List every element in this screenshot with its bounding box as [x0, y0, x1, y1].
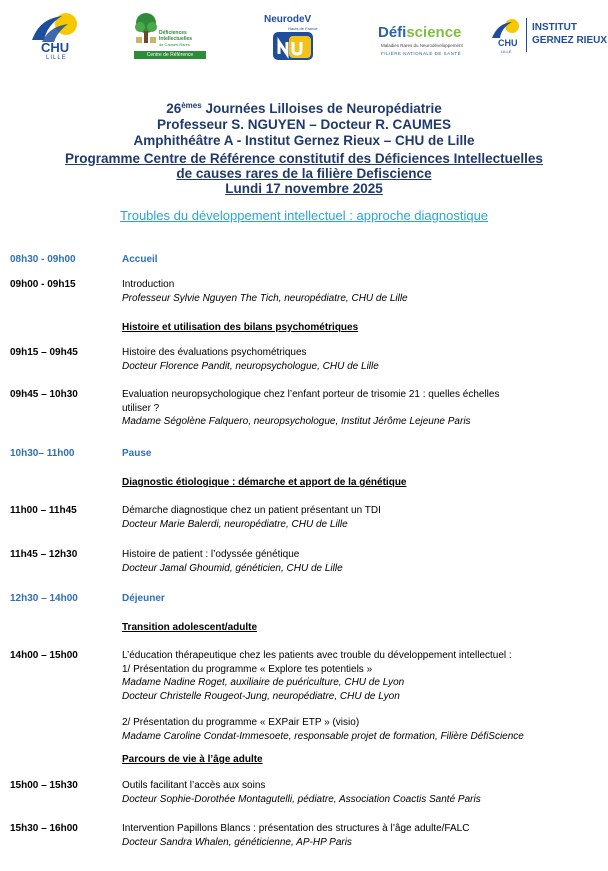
- break-label: Pause: [122, 448, 152, 459]
- defiscience-logo: [378, 24, 474, 62]
- session-part2: 2/ Présentation du programme « EXPair ETP » (visio): [122, 717, 360, 728]
- deficiences-line3: de Causes Rares: [159, 42, 190, 47]
- chu-logo-sub: LILLE: [46, 55, 67, 61]
- deficiences-logo: [134, 13, 206, 61]
- program-title: [0, 151, 608, 196]
- speaker: Docteur Sophie-Dorothée Montagutelli, pédiatre, Association Coactis Santé Paris: [122, 793, 481, 805]
- deficiences-band: Centre de Référence: [134, 51, 206, 59]
- time: 09h00 - 09h15: [10, 279, 76, 290]
- theme-title: Troubles du développement intellectuel : approche diagnostique: [119, 208, 489, 223]
- gernez-emblem-icon: [490, 18, 520, 40]
- speaker: Docteur Marie Balerdi, neuropédiatre, CHU de Lille: [122, 518, 348, 530]
- gernez-chu-sub: LILLE: [501, 49, 512, 54]
- event-header: [0, 98, 608, 149]
- program-line1: Programme Centre de Référence constitutif des Déficiences Intellectuelles: [65, 151, 543, 166]
- session-title: Intervention Papillons Blancs : présentation des structures à l’âge adulte/FALC: [122, 823, 470, 834]
- session: [122, 548, 607, 575]
- session-title: Histoire des évaluations psychométriques: [122, 347, 307, 358]
- program-line2: de causes rares de la filière Defiscience: [176, 166, 432, 181]
- neurodev-sub: Hauts de France: [288, 26, 318, 31]
- session: [122, 822, 607, 849]
- speaker: Madame Ségolène Falquero, neuropsychologue, Institut Jérôme Lejeune Paris: [122, 416, 471, 427]
- session: [122, 278, 607, 305]
- speaker-3: Madame Caroline Condat-Immesoete, responsable projet de formation, Filière DéfiScience: [122, 730, 524, 742]
- logo-bar: [0, 0, 608, 70]
- gernez-line1: INSTITUT: [532, 22, 577, 33]
- time: 11h00 – 11h45: [10, 505, 77, 516]
- time: 12h30 – 14h00: [10, 593, 78, 604]
- time: 08h30 - 09h00: [10, 254, 76, 265]
- session: [122, 346, 607, 373]
- tree-icon: [134, 13, 158, 45]
- speaker: Docteur Sandra Whalen, généticienne, AP-HP Paris: [122, 836, 352, 848]
- defiscience-brand-a: Défi: [378, 24, 407, 41]
- gernez-chu-text: CHU: [498, 38, 518, 48]
- program-date: Lundi 17 novembre 2025: [225, 181, 383, 196]
- speaker-2: Docteur Christelle Rougeot-Jung, neuropédiatre, CHU de Lyon: [122, 690, 400, 702]
- gernez-line2: GERNEZ RIEUX: [532, 35, 608, 46]
- speaker: Docteur Florence Pandit, neuropsychologue, CHU de Lille: [122, 360, 379, 372]
- time: 10h30– 11h00: [10, 448, 75, 459]
- venue: Amphithéâtre A - Institut Gernez Rieux – CHU de Lille: [133, 133, 475, 148]
- session-title: Introduction: [122, 279, 175, 290]
- neurodev-logo: [262, 14, 324, 62]
- time: 15h00 – 15h30: [10, 780, 78, 791]
- speaker-1: Madame Nadine Roget, auxiliaire de puériculture, CHU de Lyon: [122, 677, 405, 688]
- break-label: Déjeuner: [122, 593, 165, 604]
- chu-logo-text: CHU: [41, 40, 70, 55]
- time: 15h30 – 16h00: [10, 823, 78, 834]
- session-title: L’éducation thérapeutique chez les patients avec trouble du développement intellectuel :: [122, 650, 512, 661]
- gernez-rieux-logo: [490, 14, 608, 58]
- break-label: Accueil: [122, 254, 158, 265]
- gernez-divider: [526, 18, 527, 52]
- session-title: Outils facilitant l’accès aux soins: [122, 780, 266, 791]
- neurodev-brand: NeurodeV: [264, 14, 312, 25]
- speaker: Docteur Jamal Ghoumid, généticien, CHU de Lille: [122, 562, 343, 574]
- session: [122, 388, 607, 429]
- time: 14h00 – 15h00: [10, 650, 78, 661]
- session: [122, 504, 607, 531]
- time: 11h45 – 12h30: [10, 549, 78, 560]
- defiscience-band: FILIÈRE NATIONALE DE SANTÉ: [381, 51, 462, 56]
- session: [122, 649, 607, 743]
- chu-lille-logo: [28, 10, 80, 62]
- session-title-line1: Evaluation neuropsychologique chez l’enfant porteur de trisomie 21 : quelles échelles: [122, 389, 500, 400]
- deficiences-line1: Déficiences: [159, 30, 187, 36]
- defiscience-brand-b: science: [406, 24, 462, 41]
- organizers: Professeur S. NGUYEN – Docteur R. CAUMES: [156, 117, 452, 132]
- time: 09h15 – 09h45: [10, 347, 78, 358]
- neurodev-emblem-icon: [273, 32, 313, 60]
- session-title: Histoire de patient : l’odyssée génétique: [122, 549, 300, 560]
- session-title: Démarche diagnostique chez un patient présentant un TDI: [122, 505, 381, 516]
- session-title-line2: utiliser ?: [122, 402, 160, 414]
- speaker: Professeur Sylvie Nguyen The Tich, neuropédiatre, CHU de Lille: [122, 292, 408, 304]
- deficiences-line2: Intellectuelles: [159, 36, 193, 42]
- defiscience-brand: [378, 24, 461, 41]
- event-title: 26èmes Journées Lilloises de Neuropédiatrie: [166, 101, 442, 116]
- defiscience-tagline: Maladies Rares du Neurodéveloppement: [381, 43, 463, 48]
- session-part1: 1/ Présentation du programme « Explore tes potentiels »: [122, 663, 373, 675]
- time: 09h45 – 10h30: [10, 389, 78, 400]
- session: [122, 779, 607, 806]
